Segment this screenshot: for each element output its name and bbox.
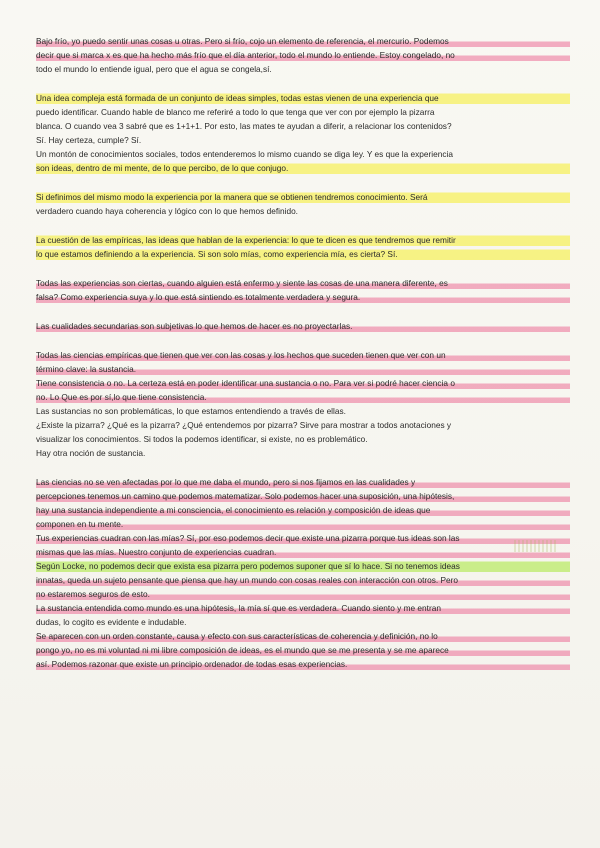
text-line: percepciones tenemos un camino que podemos matematizar. Solo podemos hacer una suposición, una hipótesis, [36,489,570,503]
paragraph-6 [36,319,570,333]
text-line: hay una sustancia independiente a mi consciencia, el conocimiento es relación y composición de ideas que [36,503,570,517]
text-line: no estaremos seguros de esto. [36,587,570,601]
text-line: La cuestión de las empíricas, las ideas que hablan de la experiencia: lo que te dicen es que tendremos que remitir [36,233,570,247]
text-line: así. Podemos razonar que existe un principio ordenador de todas esas experiencias. [36,657,570,671]
paragraph-3 [36,190,570,218]
text-line: Un montón de conocimientos sociales, todos entenderemos lo mismo cuando se diga ley. Y es que la experiencia [36,149,453,159]
text-line: mismas que las mías. Nuestro conjunto de experiencias cuadran. [36,545,570,559]
text-line: dudas, lo cogito es evidente e indudable. [36,617,187,627]
text-line: Tus experiencias cuadran con las mías? Sí, por eso podemos decir que existe una pizarra porque tus ideas son las [36,531,570,545]
text-line: innatas, queda un sujeto pensante que piensa que hay un mundo con cosas reales con interacción con otros. Pero [36,573,570,587]
text-line: no. Lo Que es por sí,lo que tiene consistencia. [36,390,570,404]
text-line: verdadero cuando haya coherencia y lógico con lo que hemos definido. [36,206,298,216]
text-line: Sí. Hay certeza, cumple? Sí. [36,135,142,145]
text-line: son ideas, dentro de mi mente, de lo que percibo, de lo que conjugo. [36,161,570,175]
text-line: Se aparecen con un orden constante, causa y efecto con sus características de coherencia y definición, no lo [36,629,570,643]
paragraph-8 [36,475,570,671]
text-line: blanca. O cuando vea 3 sabré que es 1+1+1. Por esto, las mates te ayudan a diferir, a relacionar los contenidos? [36,121,452,131]
text-line: componen en tu mente. [36,517,570,531]
text-line: Bajo frío, yo puedo sentir unas cosas u otras. Pero si frío, cojo un elemento de referencia, el mercurio. Podemos [36,34,570,48]
text-line: puedo identificar. Cuando hable de blanco me referiré a todo lo que tenga que ver con por ejemplo la pizarra [36,107,435,117]
text-line: pongo yo, no es mi voluntad ni mi libre composición de ideas, es el mundo que se me presenta y se me aparece [36,643,570,657]
text-line: Una idea compleja está formada de un conjunto de ideas simples, todas estas vienen de una experiencia que [36,91,570,105]
text-line: Las cualidades secundarias son subjetivas lo que hemos de hacer es no proyectarlas. [36,319,570,333]
text-line: Hay otra noción de sustancia. [36,448,146,458]
text-line: Todas las experiencias son ciertas, cuando alguien está enfermo y siente las cosas de una manera diferente, es [36,276,570,290]
text-line: Según Locke, no podemos decir que exista esa pizarra pero podemos suponer que sí lo hace. Si no tenemos ideas [36,559,570,573]
text-line: Todas las ciencias empíricas que tienen que ver con las cosas y los hechos que suceden tienen que ver con un [36,348,570,362]
text-line: Las sustancias no son problemáticas, lo que estamos entendiendo a través de ellas. [36,406,346,416]
text-line: visualizar los conocimientos. Si todos la podemos identificar, si existe, no es problemático. [36,434,368,444]
text-line: Tiene consistencia o no. La certeza está en poder identificar una sustancia o no. Para ver si podré hacer ciencia o [36,376,570,390]
text-line: falsa? Como experiencia suya y lo que está sintiendo es totalmente verdadera y segura. [36,290,570,304]
paragraph-1 [36,34,570,76]
paragraph-5 [36,276,570,304]
paragraph-7 [36,348,570,460]
text-line: término clave: la sustancia. [36,362,570,376]
text-line: todo el mundo lo entiende igual, pero que el agua se congela,sí. [36,64,272,74]
text-line: Si definimos del mismo modo la experiencia por la manera que se obtienen tendremos conocimiento. Será [36,190,570,204]
text-line: ¿Existe la pizarra? ¿Qué es la pizarra? ¿Qué entendemos por pizarra? Sirve para mostrar a todos anotaciones y [36,420,452,430]
text-line: decir que si marca x es que ha hecho más frío que el día anterior, todo el mundo lo entiende. Estoy congelado, no [36,48,570,62]
paragraph-2 [36,91,570,175]
faint-stamp-mark [514,540,556,552]
text-line: lo que estamos definiendo a la experiencia. Si son solo mías, como experiencia mía, es cierta? Sí. [36,247,570,261]
text-line: Las ciencias no se ven afectadas por lo que me daba el mundo, pero si nos fijamos en las cualidades y [36,475,570,489]
paragraph-4 [36,233,570,261]
text-line: La sustancia entendida como mundo es una hipótesis, la mía sí que es verdadera. Cuando siento y me entran [36,601,570,615]
